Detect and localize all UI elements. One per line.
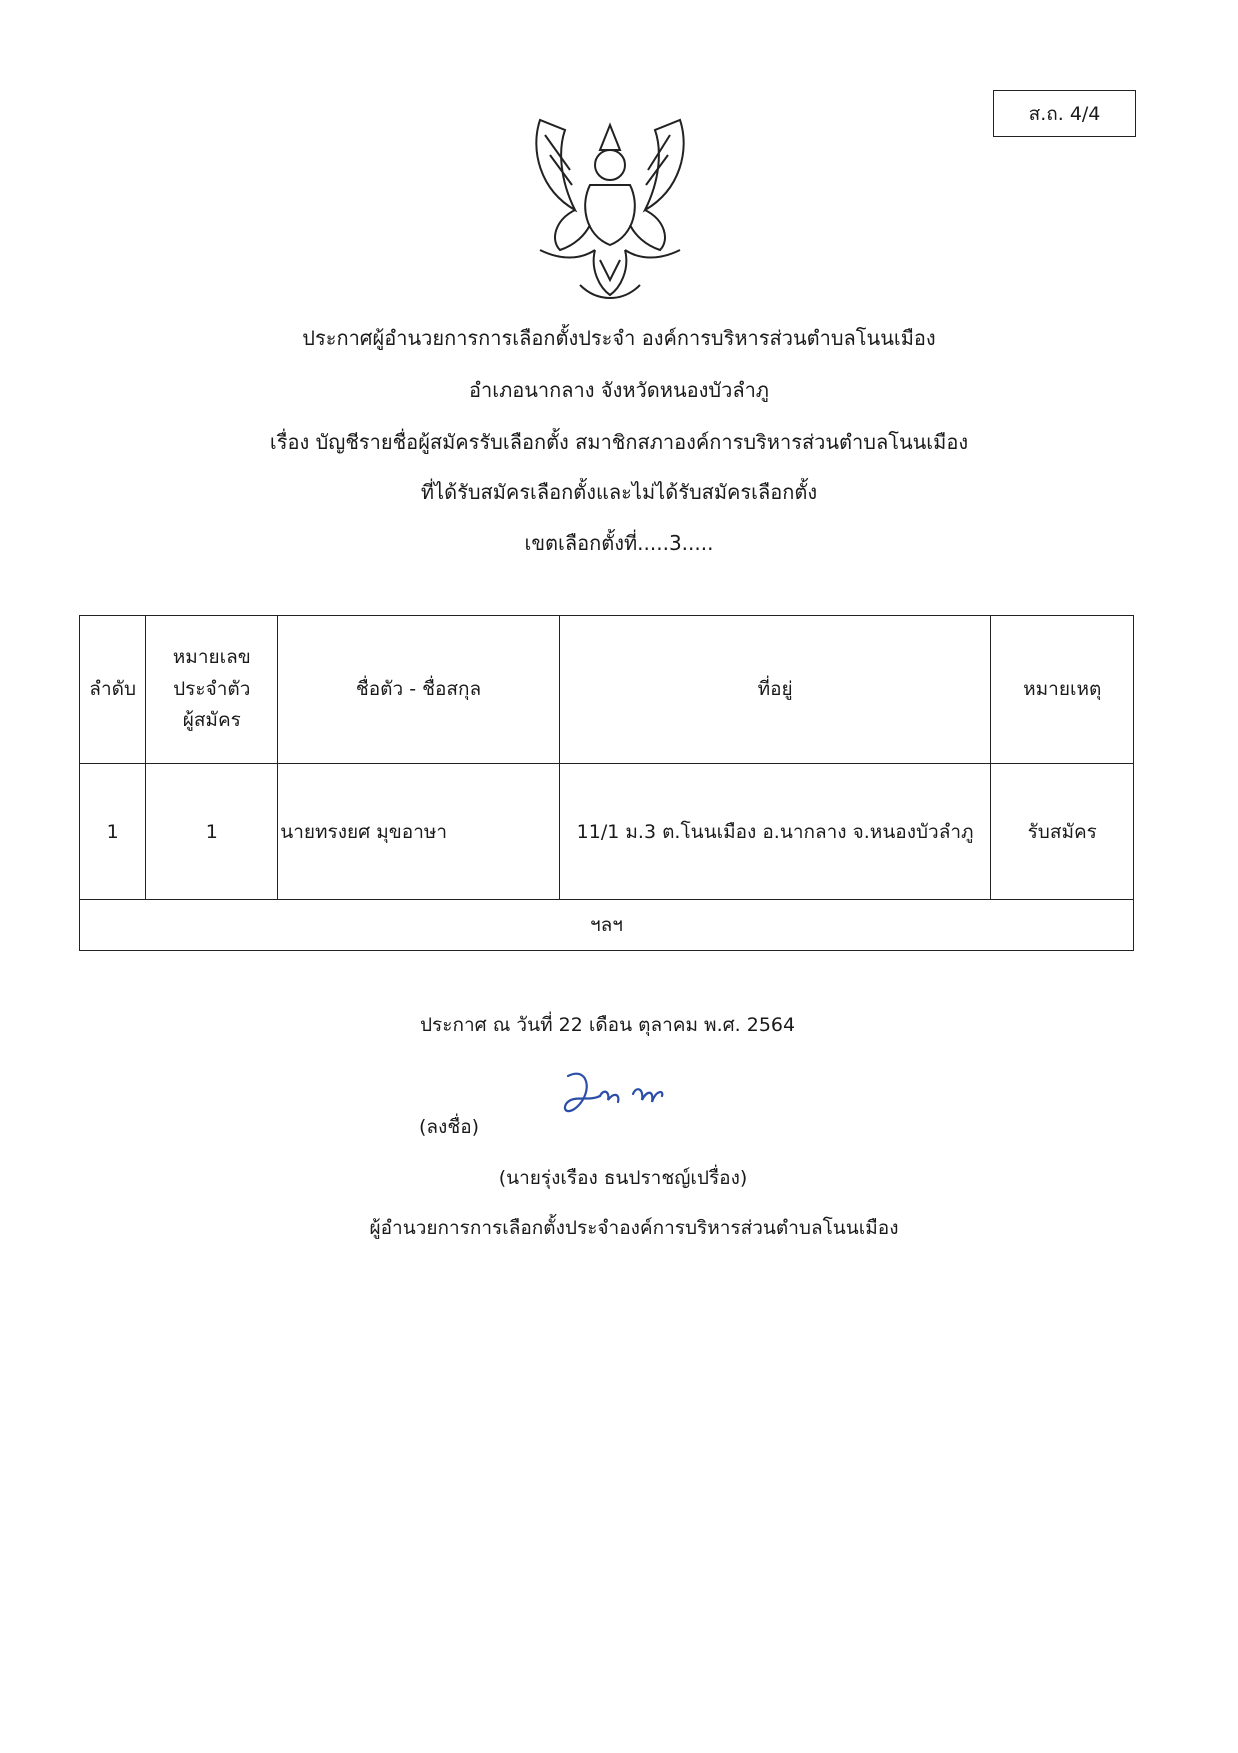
form-code-box [993,90,1136,137]
cell-order: 1 [80,764,146,900]
header-name: ชื่อตัว - ชื่อสกุล [278,616,560,764]
table-footer-row [80,900,1134,951]
table-footer-etc: ฯลฯ [80,900,1134,951]
handwritten-signature [548,1066,678,1126]
cell-address: 11/1 ม.3 ต.โนนเมือง อ.นากลาง จ.หนองบัวลำภู [559,764,991,900]
garuda-emblem-icon [520,110,700,305]
announcement-date: ประกาศ ณ วันที่ 22 เดือน ตุลาคม พ.ศ. 2564 [420,1014,796,1036]
table-row [80,764,1134,900]
signatory-name: (นายรุ่งเรือง ธนปราชญ์เปรื่อง) [498,1167,748,1189]
signature-label: (ลงชื่อ) [419,1116,480,1138]
cell-remark: รับสมัคร [991,764,1134,900]
header-number-line-2: ประจำตัว [173,677,251,700]
heading-line-3: เรื่อง บัญชีรายชื่อผู้สมัครรับเลือกตั้ง สมาชิกสภาองค์การบริหารส่วนตำบลโนนเมือง [269,430,969,454]
header-number-line-1: หมายเลข [172,646,251,669]
heading-line-4: ที่ได้รับสมัครเลือกตั้งและไม่ได้รับสมัครเลือกตั้ง [420,480,818,504]
header-number-line-3: ผู้สมัคร [182,709,241,732]
cell-name: นายทรงยศ มุขอาษา [278,764,560,900]
heading-line-2: อำเภอนากลาง จังหวัดหนองบัวลำภู [468,378,769,402]
cell-number: 1 [146,764,278,900]
table-header-row [80,616,1134,764]
header-number [146,616,278,764]
form-code: ส.ถ. 4/4 [1028,102,1101,125]
header-order: ลำดับ [80,616,146,764]
heading-line-5: เขตเลือกตั้งที่.....3..... [524,531,714,555]
header-address: ที่อยู่ [559,616,991,764]
header-remark: หมายเหตุ [991,616,1134,764]
candidate-table [79,615,1134,951]
heading-line-1: ประกาศผู้อำนวยการการเลือกตั้งประจำ องค์การบริหารส่วนตำบลโนนเมือง [302,326,936,350]
signatory-position: ผู้อำนวยการการเลือกตั้งประจำองค์การบริหารส่วนตำบลโนนเมือง [369,1217,899,1239]
